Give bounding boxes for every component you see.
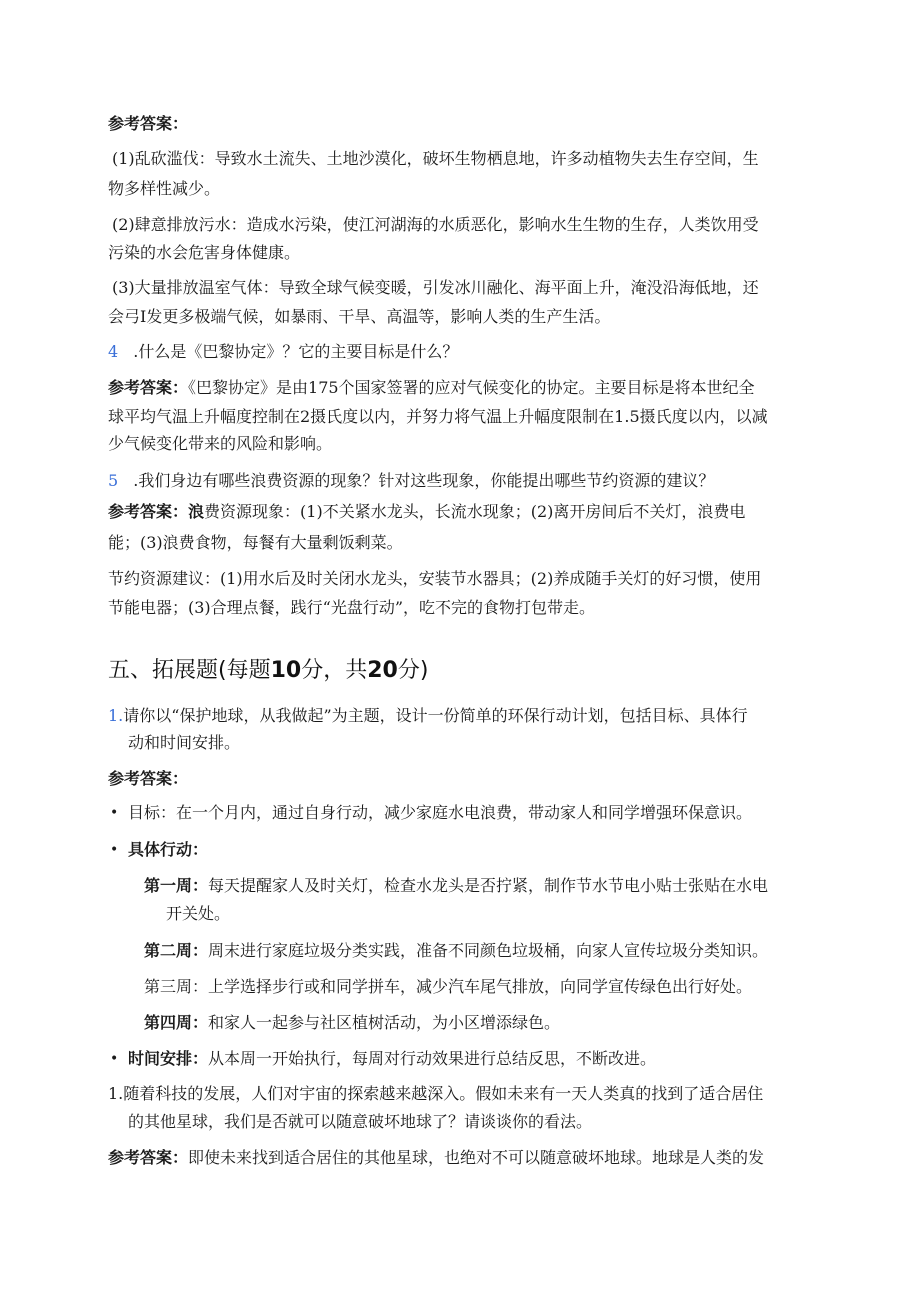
q3-answer-1-line1: (1)乱砍滥伐：导致水土流失、土地沙漠化，破坏生物栖息地，许多动植物失去生存空间，生 <box>112 149 759 168</box>
section-heading-c: 分，共 <box>301 658 368 683</box>
week1-text: 每天提醒家人及时关灯，检查水龙头是否拧紧，制作节水节电小贴士张贴在水电 <box>208 876 769 895</box>
q3-answer-2-line2: 污染的水会危害身体健康。 <box>108 243 301 262</box>
question-5-answer-line1 <box>108 501 745 523</box>
plan-week3: 第三周：上学选择步行或和同学拼车，减少汽车尾气排放，向同学宣传绿色出行好处。 <box>144 977 753 996</box>
question-4 <box>108 341 458 363</box>
q3-answer-1-line2: 物多样性减少。 <box>108 179 221 198</box>
answer-label: 参考答案： <box>108 114 189 133</box>
question-4-answer-line3: 少气候变化带来的风险和影响。 <box>108 434 333 453</box>
question-5-suggest-line2: 节能电器；(3)合理点餐，践行“光盘行动”，吃不完的食物打包带走。 <box>108 598 596 617</box>
question-5-answer-line2: 能；(3)浪费食物，每餐有大量剩饭剩菜。 <box>108 533 403 552</box>
plan-week1-line1 <box>144 875 768 897</box>
extension-question-2-line1 <box>108 1083 763 1105</box>
answer-label: 参考答案： <box>108 1148 189 1167</box>
question-4-number: 4 <box>108 342 119 361</box>
bullet-icon: • <box>110 1051 119 1067</box>
week4-text: 和家人一起参与社区植树活动，为小区增添绿色。 <box>208 1013 561 1032</box>
question-4-answer-line2: 球平均气温上升幅度控制在2摄氏度以内，并努力将气温上升幅度限制在1.5摄氏度以内，以减 <box>108 407 768 426</box>
answer-label: 参考答案： <box>108 769 189 788</box>
extension-question-1-number: 1. <box>108 706 124 725</box>
bullet-icon: • <box>110 805 119 821</box>
question-5-suggest-line1: 节约资源建议：(1)用水后及时关闭水龙头，安装节水器具；(2)养成随手关灯的好习惯，使用 <box>108 569 762 588</box>
plan-goal: 目标：在一个月内，通过自身行动，减少家庭水电浪费，带动家人和同学增强环保意识。 <box>128 803 753 822</box>
plan-week4 <box>144 1012 560 1034</box>
answer-bold-char: 浪 <box>188 502 205 521</box>
section-heading-points: 10 <box>270 658 302 683</box>
plan-actions-label: 具体行动： <box>128 840 209 859</box>
extension-question-1-text: 请你以“保护地球，从我做起”为主题，设计一份简单的环保行动计划，包括目标、具体行 <box>123 706 748 725</box>
extension-question-2-answer <box>108 1147 764 1169</box>
answer-label: 参考答案： <box>108 502 189 521</box>
extension-question-1-line2: 动和时间安排。 <box>128 733 241 752</box>
answer-text: 《巴黎协定》是由175个国家签署的应对气候变化的协定。主要目标是将本世纪全 <box>188 378 755 397</box>
plan-week1-line2: 开关处。 <box>166 904 231 923</box>
week1-label: 第一周： <box>144 876 209 895</box>
extension-question-2-number: 1. <box>108 1084 124 1103</box>
plan-week2 <box>144 940 768 962</box>
question-5 <box>108 470 714 492</box>
q3-answer-2-line1: (2)肆意排放污水：造成水污染，使江河湖海的水质恶化，影响水生生物的生存，人类饮用受 <box>112 215 759 234</box>
question-4-answer-line1 <box>108 377 755 399</box>
section-heading-e: 分) <box>397 658 429 683</box>
bullet-icon: • <box>110 842 119 858</box>
week4-label: 第四周： <box>144 1013 209 1032</box>
extension-question-1-line1 <box>108 705 748 727</box>
section-heading-a: 五、拓展题(每题 <box>108 658 271 683</box>
answer-label: 参考答案： <box>108 378 189 397</box>
week2-label: 第二周： <box>144 941 209 960</box>
answer-text: 即使未来找到适合居住的其他星球，也绝对不可以随意破坏地球。地球是人类的发 <box>188 1148 765 1167</box>
week2-text: 周末进行家庭垃圾分类实践，准备不同颜色垃圾桶，向家人宣传垃圾分类知识。 <box>208 941 769 960</box>
time-label: 时间安排： <box>128 1049 209 1068</box>
time-text: 从本周一开始执行，每周对行动效果进行总结反思，不断改进。 <box>208 1049 657 1068</box>
section-heading <box>108 656 428 686</box>
answer-text: 费资源现象：(1)不关紧水龙头，长流水现象；(2)离开房间后不关灯，浪费电 <box>204 502 746 521</box>
plan-time <box>128 1048 656 1070</box>
q3-answer-3-line2: 会弓I发更多极端气候，如暴雨、干旱、高温等，影响人类的生产生活。 <box>108 307 611 326</box>
question-5-number: 5 <box>108 471 119 490</box>
q3-answer-3-line1: (3)大量排放温室气体：导致全球气候变暖，引发冰川融化、海平面上升，淹没沿海低地，还 <box>112 278 759 297</box>
question-5-text: .我们身边有哪些浪费资源的现象？针对这些现象，你能提出哪些节约资源的建议？ <box>133 471 715 490</box>
extension-question-2-text: 随着科技的发展，人们对宇宙的探索越来越深入。假如未来有一天人类真的找到了适合居住 <box>123 1084 764 1103</box>
question-4-text: .什么是《巴黎协定》？它的主要目标是什么？ <box>133 342 459 361</box>
extension-question-2-line2: 的其他星球，我们是否就可以随意破坏地球了？请谈谈你的看法。 <box>128 1112 593 1131</box>
section-heading-total: 20 <box>367 658 398 683</box>
